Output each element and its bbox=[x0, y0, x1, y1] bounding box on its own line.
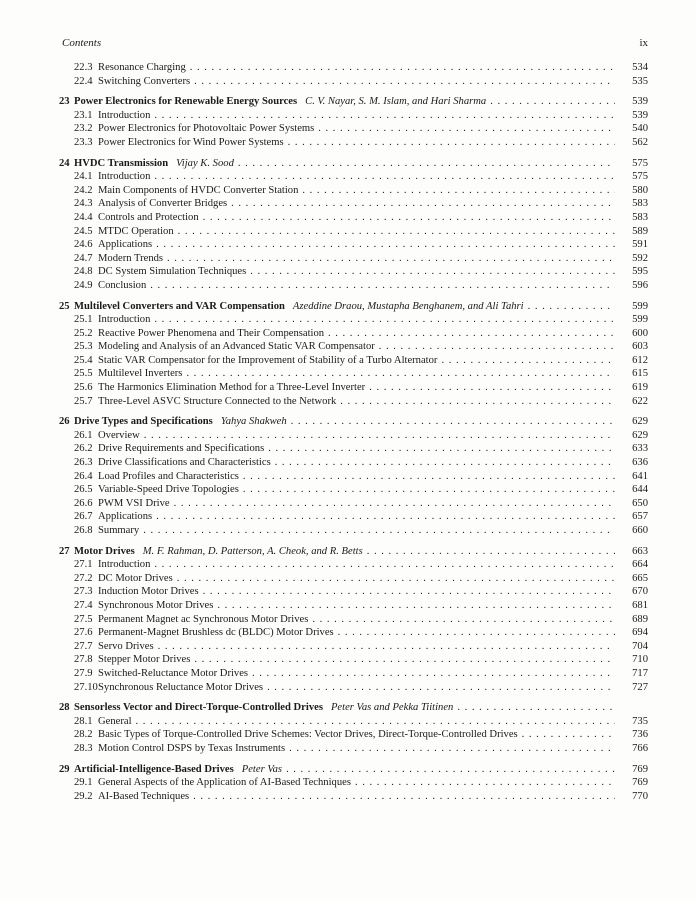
toc-entry-row bbox=[59, 456, 648, 470]
page-number: 770 bbox=[632, 790, 648, 802]
entry-title: Main Components of HVDC Converter Station bbox=[98, 184, 299, 196]
toc-entry-row bbox=[59, 197, 648, 211]
entry-title: Multilevel Inverters bbox=[98, 368, 183, 380]
chapter-authors: Vijay K. Sood bbox=[176, 157, 234, 169]
dot-leader bbox=[522, 728, 615, 742]
toc-entry-row bbox=[59, 238, 648, 252]
page-number: 704 bbox=[632, 640, 648, 652]
entry-number: 27.9 bbox=[74, 667, 93, 679]
entry-number: 25.3 bbox=[74, 341, 93, 353]
page-number: 636 bbox=[632, 457, 648, 469]
running-header bbox=[62, 37, 648, 49]
entry-title: Applications bbox=[98, 239, 153, 251]
entry-title: Three-Level ASVC Structure Connected to the Network bbox=[98, 395, 337, 407]
entry-title: Synchronous Motor Drives bbox=[98, 599, 214, 611]
page-number: 589 bbox=[632, 225, 648, 237]
entry-title: PWM VSI Drive bbox=[98, 497, 170, 509]
page-number: 664 bbox=[632, 559, 648, 571]
dot-leader bbox=[312, 613, 615, 627]
dot-leader bbox=[154, 109, 615, 123]
dot-leader bbox=[154, 313, 615, 327]
page-number: 769 bbox=[632, 777, 648, 789]
page-number: 615 bbox=[632, 368, 648, 380]
page-number: 689 bbox=[632, 613, 648, 625]
toc-entry-row bbox=[59, 715, 648, 729]
page-number: 735 bbox=[632, 715, 648, 727]
entry-title: Introduction bbox=[98, 171, 151, 183]
chapter-number: 25 bbox=[59, 300, 70, 312]
entry-number: 26.3 bbox=[74, 457, 93, 469]
dot-leader bbox=[275, 456, 615, 470]
toc-chapter-row bbox=[59, 300, 648, 314]
toc-group bbox=[59, 763, 648, 804]
toc-entry-row bbox=[59, 728, 648, 742]
toc-entry-row bbox=[59, 572, 648, 586]
page-number: 539 bbox=[632, 109, 648, 121]
toc-group bbox=[59, 61, 648, 88]
chapter-title: Drive Types and Specifications bbox=[74, 416, 213, 428]
chapter-authors: Peter Vas bbox=[241, 763, 283, 775]
entry-title: Controls and Protection bbox=[98, 211, 199, 223]
page-number: 619 bbox=[632, 382, 648, 394]
page-number: 599 bbox=[632, 314, 648, 326]
entry-number: 24.2 bbox=[74, 184, 93, 196]
chapter-authors: C. V. Nayar, S. M. Islam, and Hari Sharma bbox=[305, 96, 487, 108]
dot-leader bbox=[288, 136, 615, 150]
chapter-authors: Yahya Shakweh bbox=[220, 416, 287, 428]
entry-number: 26.7 bbox=[74, 511, 93, 523]
toc-entry-row bbox=[59, 558, 648, 572]
entry-title: Stepper Motor Drives bbox=[98, 654, 191, 666]
toc-entry-row bbox=[59, 524, 648, 538]
dot-leader bbox=[231, 197, 615, 211]
toc-entry-row bbox=[59, 585, 648, 599]
dot-leader bbox=[286, 763, 615, 777]
dot-leader bbox=[156, 510, 615, 524]
dot-leader bbox=[367, 545, 615, 559]
dot-leader bbox=[177, 572, 615, 586]
dot-leader bbox=[217, 599, 615, 613]
dot-leader bbox=[194, 75, 615, 89]
chapter-title: Motor Drives bbox=[74, 545, 135, 557]
entry-number: 26.8 bbox=[74, 525, 93, 536]
toc-entry-row bbox=[59, 340, 648, 354]
toc-entry-row bbox=[59, 367, 648, 381]
toc-group bbox=[59, 300, 648, 409]
dot-leader bbox=[144, 429, 615, 443]
chapter-title: Artificial-Intelligence-Based Drives bbox=[74, 763, 234, 775]
chapter-authors: Peter Vas and Pekka Tiitinen bbox=[330, 702, 454, 714]
dot-leader bbox=[328, 327, 615, 341]
toc-entry-row bbox=[59, 790, 648, 804]
entry-title: AI-Based Techniques bbox=[98, 790, 190, 802]
entry-number: 25.1 bbox=[74, 314, 93, 326]
dot-leader bbox=[291, 415, 615, 429]
entry-title: Permanent-Magnet Brushless dc (BLDC) Motor Drives bbox=[98, 627, 334, 639]
page-number: 562 bbox=[632, 136, 648, 148]
toc-chapter-row bbox=[59, 545, 648, 559]
toc-entry-row bbox=[59, 75, 648, 89]
dot-leader bbox=[369, 381, 615, 395]
entry-title: Power Electronics for Photovoltaic Power Systems bbox=[98, 123, 315, 135]
page-folio: ix bbox=[639, 37, 648, 49]
toc-entry-row bbox=[59, 497, 648, 511]
entry-number: 24.4 bbox=[74, 211, 93, 223]
toc-entry-row bbox=[59, 225, 648, 239]
entry-number: 26.2 bbox=[74, 443, 93, 455]
entry-number: 27.6 bbox=[74, 627, 93, 639]
dot-leader bbox=[167, 252, 615, 266]
chapter-number: 27 bbox=[59, 545, 70, 557]
toc-entry-row bbox=[59, 109, 648, 123]
page-number: 592 bbox=[632, 252, 648, 264]
entry-number: 25.7 bbox=[74, 395, 93, 407]
entry-number: 28.2 bbox=[74, 729, 93, 741]
entry-title: Permanent Magnet ac Synchronous Motor Drives bbox=[98, 613, 309, 625]
toc-entry-row bbox=[59, 170, 648, 184]
entry-title: Reactive Power Phenomena and Their Compensation bbox=[98, 327, 325, 339]
entry-number: 22.3 bbox=[74, 62, 93, 73]
page-number: 629 bbox=[632, 429, 648, 441]
entry-number: 24.6 bbox=[74, 239, 93, 251]
page-number: 657 bbox=[632, 511, 648, 523]
page-number: 665 bbox=[632, 572, 648, 584]
toc-group bbox=[59, 95, 648, 149]
entry-number: 24.7 bbox=[74, 252, 93, 264]
entry-number: 25.5 bbox=[74, 368, 93, 380]
dot-leader bbox=[143, 524, 615, 538]
entry-title: General bbox=[98, 715, 132, 727]
page-number: 575 bbox=[632, 157, 648, 169]
page-number: 736 bbox=[632, 729, 648, 741]
dot-leader bbox=[174, 497, 615, 511]
dot-leader bbox=[243, 470, 615, 484]
page-number: 710 bbox=[632, 654, 648, 666]
page-number: 596 bbox=[632, 279, 648, 291]
entry-number: 27.3 bbox=[74, 586, 93, 598]
page-number: 694 bbox=[632, 627, 648, 639]
dot-leader bbox=[340, 395, 615, 409]
entry-number: 27.7 bbox=[74, 640, 93, 652]
entry-number: 26.6 bbox=[74, 497, 93, 509]
entry-number: 27.4 bbox=[74, 599, 93, 611]
page-number: 681 bbox=[632, 599, 648, 611]
dot-leader bbox=[252, 667, 615, 681]
entry-title: Summary bbox=[98, 525, 140, 536]
entry-number: 23.1 bbox=[74, 109, 93, 121]
entry-title: Synchronous Reluctance Motor Drives bbox=[98, 681, 264, 693]
dot-leader bbox=[457, 701, 615, 715]
toc-entry-row bbox=[59, 354, 648, 368]
entry-number: 28.3 bbox=[74, 742, 93, 754]
dot-leader bbox=[203, 585, 615, 599]
entry-title: Motion Control DSPS by Texas Instruments bbox=[98, 742, 286, 754]
page-number: 644 bbox=[632, 484, 648, 496]
toc-entry-row bbox=[59, 599, 648, 613]
entry-title: Introduction bbox=[98, 559, 151, 571]
entry-title: Overview bbox=[98, 429, 140, 441]
dot-leader bbox=[528, 300, 615, 314]
page-number: 769 bbox=[632, 763, 648, 775]
toc-entry-row bbox=[59, 667, 648, 681]
toc-entry-row bbox=[59, 265, 648, 279]
toc-entry-row bbox=[59, 483, 648, 497]
toc-entry-row bbox=[59, 395, 648, 409]
entry-number: 29.1 bbox=[74, 777, 93, 789]
entry-title: Switched-Reluctance Motor Drives bbox=[98, 667, 249, 679]
toc-entry-row bbox=[59, 61, 648, 75]
table-of-contents bbox=[59, 61, 648, 810]
toc-entry-row bbox=[59, 626, 648, 640]
page-number: 535 bbox=[632, 75, 648, 87]
entry-title: General Aspects of the Application of AI-Based Techniques bbox=[98, 777, 351, 789]
page-number: 717 bbox=[632, 667, 648, 679]
chapter-number: 29 bbox=[59, 763, 70, 775]
toc-group bbox=[59, 545, 648, 695]
entry-number: 26.4 bbox=[74, 470, 93, 482]
entry-number: 23.3 bbox=[74, 136, 93, 148]
dot-leader bbox=[268, 442, 615, 456]
page-number: 650 bbox=[632, 497, 648, 509]
entry-number: 24.9 bbox=[74, 279, 93, 291]
page-number: 580 bbox=[632, 184, 648, 196]
entry-number: 22.4 bbox=[74, 75, 93, 87]
entry-title: DC System Simulation Techniques bbox=[98, 266, 247, 278]
page-number: 612 bbox=[632, 354, 648, 366]
chapter-number: 28 bbox=[59, 702, 70, 714]
dot-leader bbox=[338, 626, 615, 640]
page-number: 599 bbox=[632, 300, 648, 312]
page-number: 540 bbox=[632, 123, 648, 135]
entry-title: DC Motor Drives bbox=[98, 572, 173, 584]
toc-entry-row bbox=[59, 211, 648, 225]
chapter-authors: Azeddine Draou, Mustapha Benghanem, and Ali Tahri bbox=[292, 300, 524, 312]
entry-title: Static VAR Compensator for the Improvement of Stability of a Turbo Alternator bbox=[98, 354, 438, 366]
dot-leader bbox=[178, 225, 615, 239]
toc-entry-row bbox=[59, 681, 648, 695]
page-number: 641 bbox=[632, 470, 648, 482]
dot-leader bbox=[186, 367, 615, 381]
dot-leader bbox=[318, 122, 615, 136]
toc-group bbox=[59, 157, 648, 293]
entry-title: Conclusion bbox=[98, 279, 147, 291]
entry-title: Introduction bbox=[98, 109, 151, 121]
chapter-number: 26 bbox=[59, 416, 70, 428]
entry-number: 24.1 bbox=[74, 171, 93, 183]
entry-number: 26.5 bbox=[74, 484, 93, 496]
toc-entry-row bbox=[59, 429, 648, 443]
entry-title: The Harmonics Elimination Method for a Three-Level Inverter bbox=[98, 382, 366, 394]
page-number: 583 bbox=[632, 198, 648, 210]
toc-chapter-row bbox=[59, 95, 648, 109]
entry-title: Induction Motor Drives bbox=[98, 586, 199, 598]
page-number: 622 bbox=[632, 395, 648, 407]
dot-leader bbox=[289, 742, 615, 756]
entry-number: 27.8 bbox=[74, 654, 93, 666]
toc-entry-row bbox=[59, 252, 648, 266]
chapter-title: Multilevel Converters and VAR Compensation bbox=[74, 300, 285, 312]
entry-number: 23.2 bbox=[74, 123, 93, 135]
page-number: 663 bbox=[632, 545, 648, 557]
page-number: 600 bbox=[632, 327, 648, 339]
page-number: 534 bbox=[632, 62, 648, 73]
toc-entry-row bbox=[59, 613, 648, 627]
entry-number: 24.8 bbox=[74, 266, 93, 278]
dot-leader bbox=[150, 279, 615, 293]
chapter-number: 23 bbox=[59, 96, 70, 108]
toc-entry-row bbox=[59, 327, 648, 341]
page-number: 583 bbox=[632, 211, 648, 223]
entry-number: 29.2 bbox=[74, 790, 93, 802]
toc-entry-row bbox=[59, 510, 648, 524]
toc-chapter-row bbox=[59, 763, 648, 777]
entry-title: Basic Types of Torque-Controlled Drive Schemes: Vector Drives, Direct-Torque-Controlled Drives bbox=[98, 729, 518, 741]
page-number: 633 bbox=[632, 443, 648, 455]
page-number: 591 bbox=[632, 239, 648, 251]
page-number: 629 bbox=[632, 416, 648, 428]
dot-leader bbox=[190, 61, 615, 75]
toc-entry-row bbox=[59, 122, 648, 136]
entry-title: Modern Trends bbox=[98, 252, 164, 264]
toc-entry-row bbox=[59, 136, 648, 150]
toc-chapter-row bbox=[59, 701, 648, 715]
entry-number: 24.5 bbox=[74, 225, 93, 237]
entry-title: Servo Drives bbox=[98, 640, 154, 652]
entry-number: 25.6 bbox=[74, 382, 93, 394]
dot-leader bbox=[194, 653, 615, 667]
entry-number: 27.10 bbox=[74, 681, 98, 693]
entry-number: 28.1 bbox=[74, 715, 93, 727]
dot-leader bbox=[158, 640, 615, 654]
page-number: 595 bbox=[632, 266, 648, 278]
toc-entry-row bbox=[59, 640, 648, 654]
dot-leader bbox=[154, 558, 615, 572]
page-number: 727 bbox=[632, 681, 648, 693]
page-number: 660 bbox=[632, 525, 648, 536]
dot-leader bbox=[238, 157, 615, 171]
running-head-title: Contents bbox=[62, 37, 102, 49]
chapter-title: Power Electronics for Renewable Energy Sources bbox=[74, 96, 298, 108]
entry-title: Load Profiles and Characteristics bbox=[98, 470, 239, 482]
toc-entry-row bbox=[59, 279, 648, 293]
entry-title: MTDC Operation bbox=[98, 225, 174, 237]
dot-leader bbox=[490, 95, 615, 109]
entry-number: 25.4 bbox=[74, 354, 93, 366]
dot-leader bbox=[379, 340, 615, 354]
entry-title: Resonance Charging bbox=[98, 62, 186, 73]
entry-title: Introduction bbox=[98, 314, 151, 326]
entry-number: 27.2 bbox=[74, 572, 93, 584]
dot-leader bbox=[203, 211, 615, 225]
dot-leader bbox=[136, 715, 615, 729]
entry-number: 24.3 bbox=[74, 198, 93, 210]
entry-number: 26.1 bbox=[74, 429, 93, 441]
chapter-number: 24 bbox=[59, 157, 70, 169]
dot-leader bbox=[156, 238, 615, 252]
dot-leader bbox=[355, 776, 615, 790]
chapter-title: HVDC Transmission bbox=[74, 157, 169, 169]
entry-number: 25.2 bbox=[74, 327, 93, 339]
entry-title: Variable-Speed Drive Topologies bbox=[98, 484, 239, 496]
dot-leader bbox=[193, 790, 615, 804]
toc-entry-row bbox=[59, 313, 648, 327]
entry-title: Modeling and Analysis of an Advanced Static VAR Compensator bbox=[98, 341, 375, 353]
entry-number: 27.5 bbox=[74, 613, 93, 625]
toc-group bbox=[59, 415, 648, 537]
toc-entry-row bbox=[59, 442, 648, 456]
entry-number: 27.1 bbox=[74, 559, 93, 571]
toc-entry-row bbox=[59, 184, 648, 198]
toc-group bbox=[59, 701, 648, 755]
dot-leader bbox=[250, 265, 615, 279]
page-number: 575 bbox=[632, 171, 648, 183]
toc-entry-row bbox=[59, 776, 648, 790]
page-number: 603 bbox=[632, 341, 648, 353]
dot-leader bbox=[441, 354, 615, 368]
dot-leader bbox=[302, 184, 615, 198]
page-number: 766 bbox=[632, 742, 648, 754]
chapter-title: Sensorless Vector and Direct-Torque-Controlled Drives bbox=[74, 702, 323, 714]
toc-chapter-row bbox=[59, 415, 648, 429]
entry-title: Applications bbox=[98, 511, 153, 523]
dot-leader bbox=[154, 170, 615, 184]
entry-title: Drive Requirements and Specifications bbox=[98, 443, 265, 455]
dot-leader bbox=[243, 483, 615, 497]
entry-title: Switching Converters bbox=[98, 75, 191, 87]
toc-entry-row bbox=[59, 381, 648, 395]
chapter-authors: M. F. Rahman, D. Patterson, A. Cheok, and R. Betts bbox=[142, 545, 363, 557]
dot-leader bbox=[267, 681, 615, 695]
page-number: 539 bbox=[632, 96, 648, 108]
toc-chapter-row bbox=[59, 157, 648, 171]
page-number: 670 bbox=[632, 586, 648, 598]
toc-entry-row bbox=[59, 470, 648, 484]
entry-title: Drive Classifications and Characteristics bbox=[98, 457, 271, 469]
toc-entry-row bbox=[59, 653, 648, 667]
entry-title: Power Electronics for Wind Power Systems bbox=[98, 136, 284, 148]
toc-entry-row bbox=[59, 742, 648, 756]
entry-title: Analysis of Converter Bridges bbox=[98, 198, 228, 210]
